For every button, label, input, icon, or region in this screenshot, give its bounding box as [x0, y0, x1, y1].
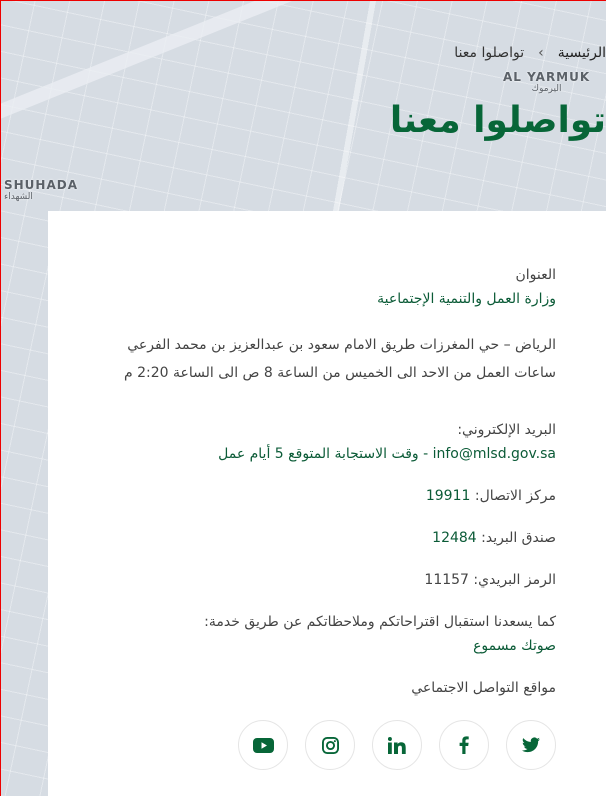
instagram-button[interactable]	[305, 720, 355, 770]
facebook-icon	[459, 736, 469, 754]
facebook-button[interactable]	[439, 720, 489, 770]
address-text: الرياض – حي المغرزات طريق الامام سعود بن عبدالعزيز بن محمد الفرعي	[127, 337, 556, 353]
postal-code	[88, 568, 556, 592]
po-box-label: صندق البريد:	[481, 530, 556, 546]
contact-card	[48, 211, 606, 796]
address-label: العنوان	[515, 267, 556, 283]
email-label: البريد الإلكتروني:	[457, 422, 556, 438]
email-note: - وقت الاستجابة المتوقع 5 أيام عمل	[218, 446, 429, 462]
po-box	[88, 526, 556, 550]
page-title: تواصلوا معنا	[389, 100, 606, 141]
youtube-button[interactable]	[238, 720, 288, 770]
social-links	[88, 720, 556, 770]
call-center-number[interactable]: 19911	[425, 488, 471, 504]
breadcrumb-current: تواصلوا معنا	[454, 45, 525, 61]
postal-code-number: 11157	[424, 572, 469, 588]
map-label-ar: اليرموك	[531, 84, 562, 94]
feedback-text: كما يسعدنا استقبال اقتراحاتكم وملاحظاتكم عن طريق خدمة:	[204, 614, 556, 630]
email-link[interactable]: info@mlsd.gov.sa	[432, 446, 556, 462]
map-label-en: AL YARMUK	[503, 70, 591, 84]
org-name: وزارة العمل والتنمية الإجتماعية	[377, 291, 556, 307]
twitter-icon	[522, 737, 540, 753]
social-label: مواقع التواصل الاجتماعي	[411, 680, 556, 696]
map-label-en: SHUHADA	[4, 178, 79, 192]
map-label-ar: الشهداء	[4, 192, 33, 202]
call-center	[88, 484, 556, 508]
instagram-icon	[322, 737, 339, 754]
feedback-service-link[interactable]: صوتك مسموع	[473, 638, 556, 654]
linkedin-icon	[388, 737, 406, 754]
youtube-icon	[253, 738, 274, 753]
call-center-label: مركز الاتصال:	[474, 488, 556, 504]
linkedin-button[interactable]	[372, 720, 422, 770]
working-hours: ساعات العمل من الاحد الى الخميس من الساعة 8 ص الى الساعة 2:20 م	[124, 365, 556, 381]
po-box-number: 12484	[432, 530, 477, 546]
breadcrumb-separator: ›	[538, 45, 544, 61]
map-label-shuhada	[4, 178, 78, 203]
email-line	[88, 442, 556, 466]
breadcrumb-home-link[interactable]: الرئيسية	[557, 45, 606, 61]
map-label-yarmuk	[503, 70, 590, 95]
postal-code-label: الرمز البريدي:	[473, 572, 556, 588]
breadcrumb	[454, 44, 606, 62]
twitter-button[interactable]	[506, 720, 556, 770]
